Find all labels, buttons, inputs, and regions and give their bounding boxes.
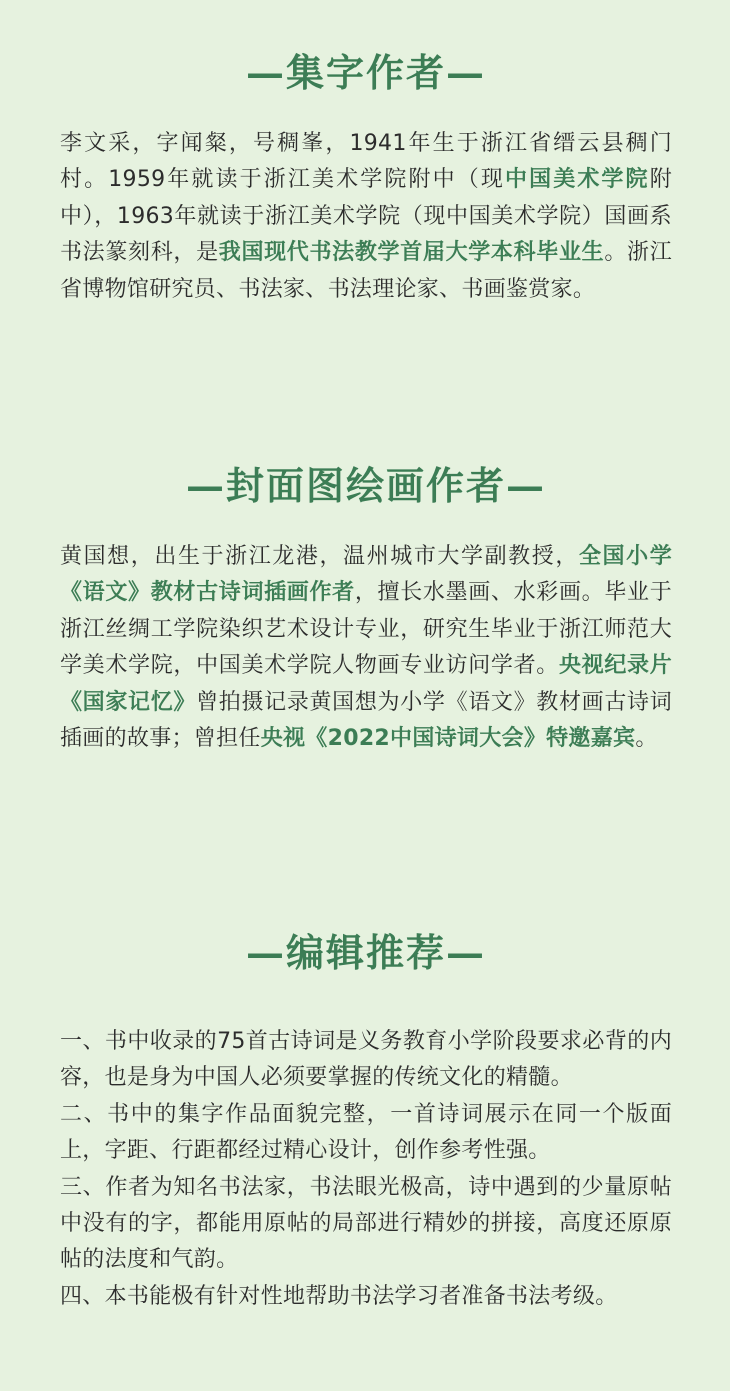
bio-text: 附中），1963年就读于浙江美术学院（现中国美术学院）国画系书法篆刻科，是 bbox=[60, 167, 672, 266]
bio-highlight: 央视《2022中国诗词大会》特邀嘉宾 bbox=[260, 726, 636, 752]
bio-text: ，擅长水墨画、水彩画。毕业于浙江丝绸工学院染织艺术设计专业，研究生毕业于浙江师范大学美术学院，中国美术学院人物画专业访问学者。 bbox=[60, 580, 673, 679]
bio-text: 黄国想，出生于浙江龙港，温州城市大学副教授， bbox=[60, 544, 579, 569]
bio-highlight: 全国小学《语文》教材古诗词插画作者 bbox=[60, 544, 673, 606]
recommendation-item: 三、作者为知名书法家，书法眼光极高，诗中遇到的少量原帖中没有的字，都能用原帖的局部进行精妙的拼接，高度还原原帖的法度和气韵。 bbox=[60, 1174, 672, 1273]
cover-illustrator-heading: —封面图绘画作者— bbox=[185, 463, 546, 508]
bio-text: 曾拍摄记录黄国想为小学《语文》教材画古诗词插画的故事；曾担任 bbox=[60, 689, 672, 752]
cover-illustrator-bio bbox=[60, 539, 672, 757]
recommendation-list bbox=[60, 1024, 672, 1315]
bio-text: 。浙江省博物馆研究员、书法家、书法理论家、书画鉴赏家。 bbox=[60, 240, 672, 302]
recommendation-item: 二、书中的集字作品面貌完整，一首诗词展示在同一个版面上，字距、行距都经过精心设计，创作参考性强。 bbox=[60, 1101, 672, 1164]
bio-highlight: 央视纪录片《国家记忆》 bbox=[60, 653, 672, 715]
editor-recommendation-section bbox=[60, 928, 672, 1315]
cover-illustrator-section bbox=[60, 461, 672, 757]
bio-text: 李文采，字闻粲，号稠峯，1941年生于浙江省缙云县稠门村。1959年就读于浙江美术学院附中（现 bbox=[60, 131, 672, 193]
editor-recommendation-heading: —编辑推荐— bbox=[245, 930, 486, 975]
calligraphy-author-heading: —集字作者— bbox=[245, 50, 486, 95]
recommendation-item: 一、书中收录的75首古诗词是义务教育小学阶段要求必背的内容，也是身为中国人必须要掌握的传统文化的精髓。 bbox=[60, 1029, 672, 1091]
bio-text: 。 bbox=[635, 726, 658, 752]
bio-highlight: 我国现代书法教学首届大学本科毕业生 bbox=[218, 240, 605, 266]
bio-highlight: 中国美术学院 bbox=[504, 167, 650, 193]
recommendation-item: 四、本书能极有针对性地帮助书法学习者准备书法考级。 bbox=[60, 1283, 618, 1309]
calligraphy-author-bio bbox=[60, 126, 672, 308]
calligraphy-author-section bbox=[60, 48, 672, 308]
